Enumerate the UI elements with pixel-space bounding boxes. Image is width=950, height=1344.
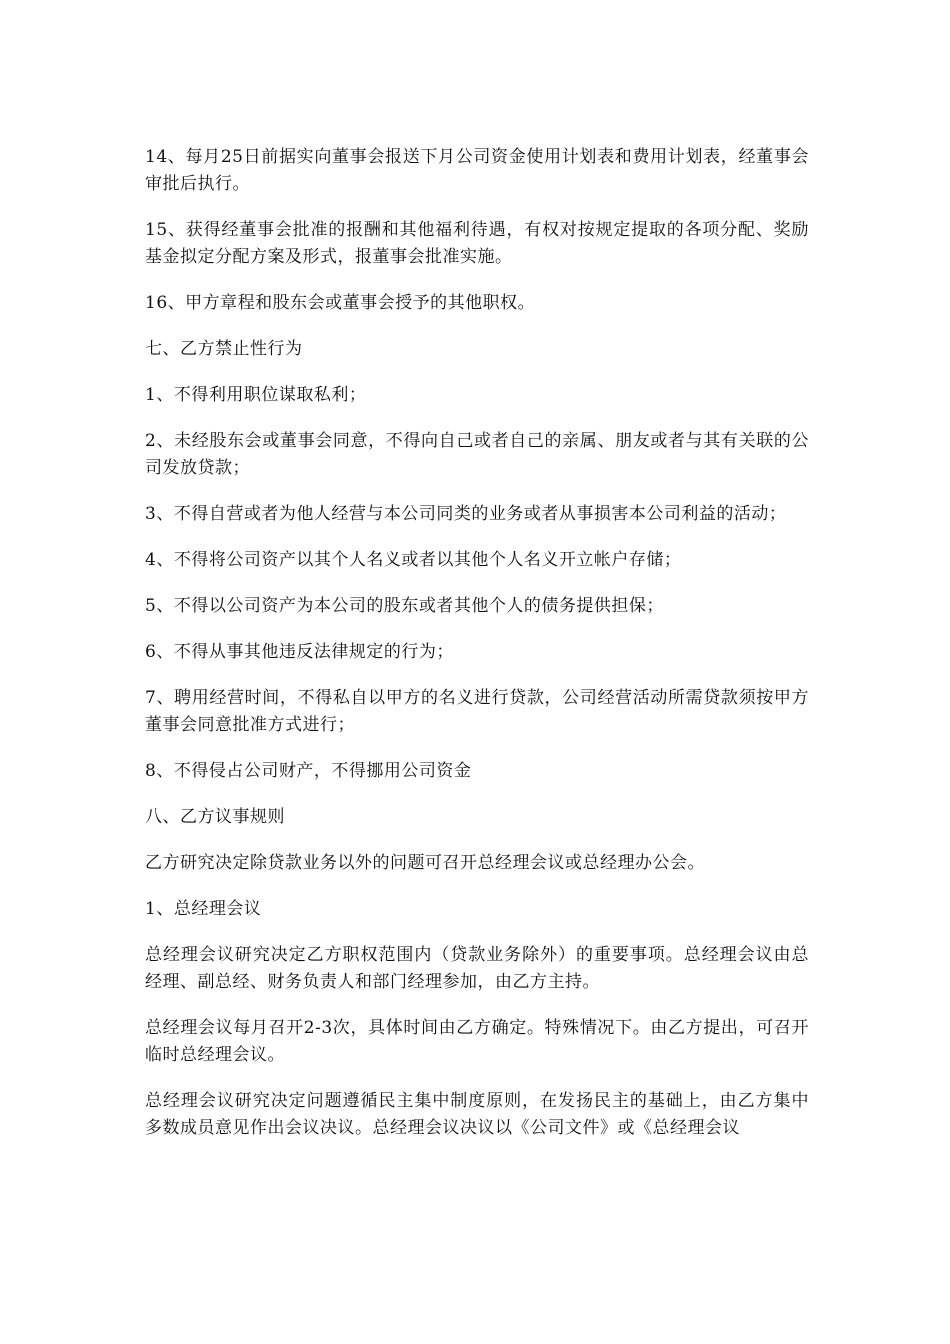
prohibition-item-5: 5、不得以公司资产为本公司的股东或者其他个人的债务提供担保； — [145, 596, 664, 616]
paragraph-15: 15、获得经董事会批准的报酬和其他福利待遇，有权对按规定提取的各项分配、奖励基金拟定分配方案及形式，报董事会批准实施。 — [145, 220, 809, 267]
paragraph-14: 14、每月25日前据实向董事会报送下月公司资金使用计划表和费用计划表，经董事会审批后执行。 — [145, 147, 809, 194]
prohibition-item-3: 3、不得自营或者为他人经营与本公司同类的业务或者从事损害本公司利益的活动； — [145, 504, 787, 524]
prohibition-item-4: 4、不得将公司资产以其个人名义或者以其他个人名义开立帐户存储； — [145, 550, 682, 570]
document-body — [145, 144, 809, 1161]
meeting-frequency: 总经理会议每月召开2-3次，具体时间由乙方确定。特殊情况下。由乙方提出，可召开临时总经理会议。 — [145, 1018, 809, 1065]
paragraph-16: 16、甲方章程和股东会或董事会授予的其他职权。 — [145, 293, 536, 313]
meeting-decision-principle: 总经理会议研究决定问题遵循民主集中制度原则，在发扬民主的基础上，由乙方集中多数成员意见作出会议决议。总经理会议决议以《公司文件》或《总经理会议 — [145, 1091, 809, 1138]
section-heading-7: 七、乙方禁止性行为 — [145, 339, 303, 359]
prohibition-item-2: 2、未经股东会或董事会同意，不得向自己或者自己的亲属、朋友或者与其有关联的公司发放贷款； — [145, 431, 809, 478]
section-heading-8: 八、乙方议事规则 — [145, 807, 285, 827]
prohibition-item-1: 1、不得利用职位谋取私利； — [145, 385, 367, 405]
rules-intro: 乙方研究决定除贷款业务以外的问题可召开总经理会议或总经理办公会。 — [145, 853, 705, 873]
rules-subheading-1: 1、总经理会议 — [145, 899, 262, 919]
prohibition-item-6: 6、不得从事其他违反法律规定的行为； — [145, 642, 454, 662]
meeting-scope: 总经理会议研究决定乙方职权范围内（贷款业务除外）的重要事项。总经理会议由总经理、副总经、财务负责人和部门经理参加，由乙方主持。 — [145, 945, 809, 992]
prohibition-item-8: 8、不得侵占公司财产，不得挪用公司资金 — [145, 761, 472, 781]
prohibition-item-7: 7、聘用经营时间，不得私自以甲方的名义进行贷款，公司经营活动所需贷款须按甲方董事会同意批准方式进行； — [145, 688, 809, 735]
